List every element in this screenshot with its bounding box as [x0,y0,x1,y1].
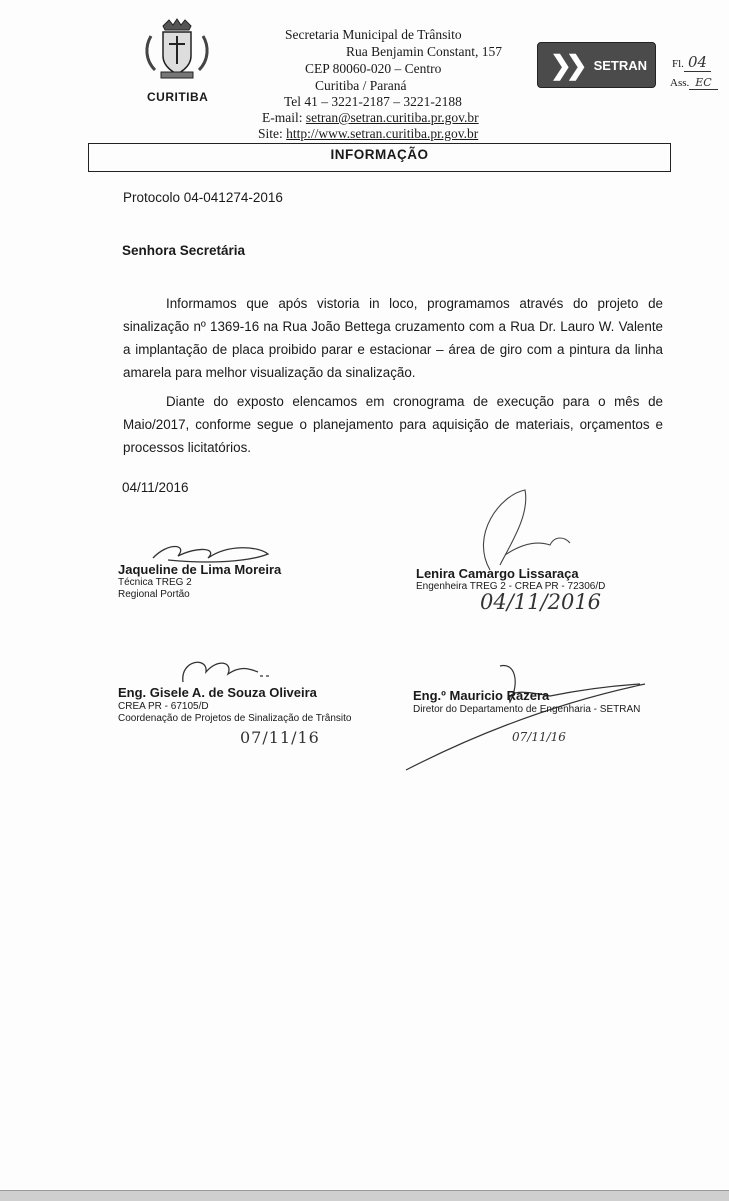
handwritten-date-3: 07/11/16 [240,728,320,747]
folio-label: Fl. [672,58,684,70]
signatory-name-3: Eng. Gisele A. de Souza Oliveira [118,685,317,700]
handwritten-date-2: 04/11/2016 [480,590,602,614]
signatory-role-3: Coordenação de Projetos de Sinalização de Trânsito [118,713,352,724]
chevron-right-icon: ❯❯ [550,49,582,80]
signatory-role-2: Engenheira TREG 2 - CREA PR - 72306/D [416,581,606,592]
curitiba-coat-of-arms [143,16,211,82]
address-cep: CEP 80060-020 – Centro [305,61,442,76]
email-line [262,110,479,126]
salutation: Senhora Secretária [122,243,246,258]
body-paragraph-2: Diante do exposto elencamos em cronograma de execução para o mês de Maio/2017, conforme segue o planejamento para aquisição de materiais, orçamentos e processos licitatórios. [123,394,663,455]
folio-value: 04 [684,53,711,72]
signatory-registration-3: CREA PR - 67105/D [118,701,209,712]
signature-scribble-4 [400,662,650,779]
address-street: Rua Benjamin Constant, 157 [346,44,502,59]
document-title: INFORMAÇÃO [330,147,429,162]
signoff-line [670,76,718,89]
title-box [88,143,671,172]
site-line [258,126,478,142]
setran-logo [537,42,656,88]
city-label: CURITIBA [147,90,209,104]
signatory-role-4: Diretor do Departamento de Engenharia - SETRAN [413,704,641,715]
site-label: Site: [258,126,287,141]
handwritten-date-4: 07/11/16 [512,730,566,744]
document-date: 04/11/2016 [122,480,189,495]
signatory-name-4: Eng.º Mauricio Razera [413,688,550,703]
address-city: Curitiba / Paraná [315,78,407,93]
address-phone: Tel 41 – 3221-2187 – 3221-2188 [284,94,462,109]
signatory-name-2: Lenira Camargo Lissaraça [416,566,579,581]
signatory-name-1: Jaqueline de Lima Moreira [118,562,282,577]
body-paragraph-1: Informamos que após vistoria in loco, programamos através do projeto de sinalização nº 1369-16 na Rua João Bettega cruzamento com a Rua Dr. Lauro W. Valente a implantação de placa proibido parar e estacionar – área de giro com a pintura da linha amarela para melhor visualização da sinalização. [123,296,663,380]
signatory-unit-1: Regional Portão [118,589,190,600]
email-link[interactable]: setran@setran.curitiba.pr.gov.br [305,110,479,125]
site-link[interactable]: http://www.setran.curitiba.pr.gov.br [286,126,479,141]
setran-logo-text: SETRAN [593,57,648,73]
signatory-role-1: Técnica TREG 2 [118,577,192,588]
signoff-value: EC [689,76,717,90]
protocol-number: Protocolo 04-041274-2016 [123,190,283,205]
folio-line [672,53,711,71]
department-name: Secretaria Municipal de Trânsito [285,27,462,42]
scan-bottom-edge [0,1190,729,1201]
signoff-label: Ass. [670,77,690,89]
email-label: E-mail: [262,110,306,125]
